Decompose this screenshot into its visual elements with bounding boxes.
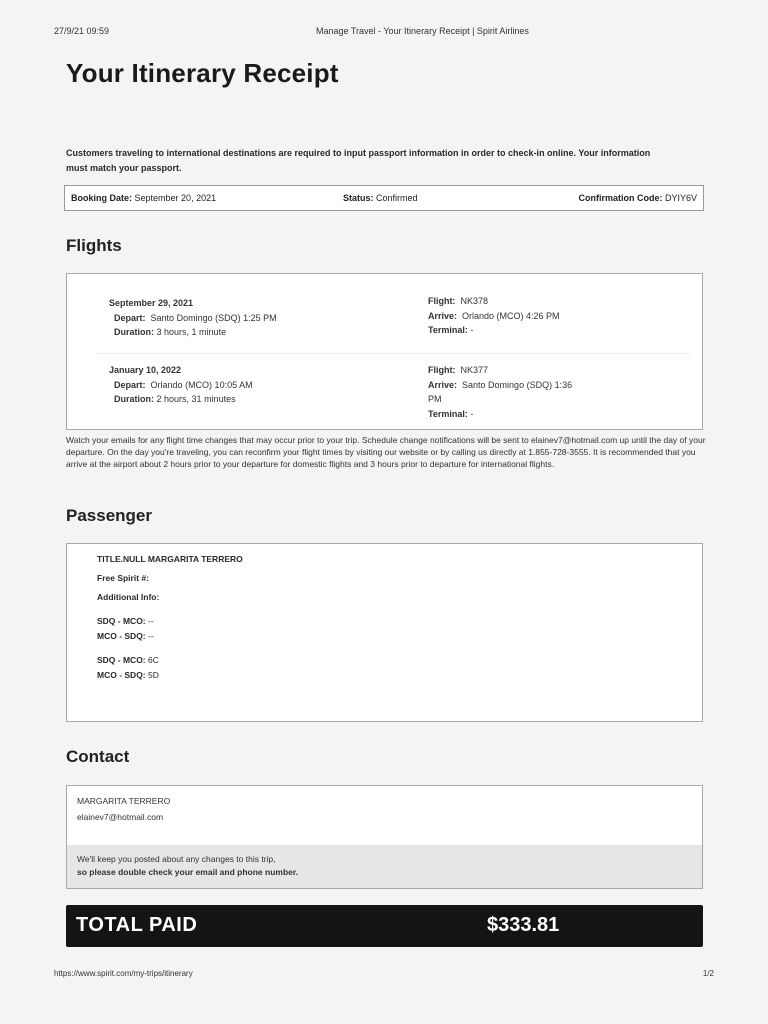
total-paid-amount: $333.81 [487,914,560,936]
print-url: https://www.spirit.com/my-trips/itinerary [54,969,193,978]
booking-status: Status: Confirmed [343,193,418,203]
free-spirit-label: Free Spirit #: [97,573,149,583]
print-timestamp: 27/9/21 09:59 [54,26,110,36]
flight-2-details: January 10, 2022 Depart: Orlando (MCO) 10:05 AM Duration: 2 hours, 31 minutes [109,365,253,404]
contact-notice: We'll keep you posted about any changes to this trip, so please double check your email and phone number. [67,845,702,888]
contact-box [66,785,703,889]
info-row: SDQ - MCO: -- [97,616,154,626]
page-title: Your Itinerary Receipt [66,58,339,88]
flight-1-date: September 29, 2021 [109,298,194,308]
flight-1-depart: Santo Domingo (SDQ) 1:25 PM [150,312,277,323]
flight-2-arrive-cont: PM [428,394,442,404]
print-page-title: Manage Travel - Your Itinerary Receipt | Spirit Airlines [316,26,529,36]
contact-name: MARGARITA TERRERO [77,796,171,806]
flights-box [66,273,703,430]
international-notice: Customers traveling to international destinations are required to input passport information in order to check-in online. Your information must match your passport. [66,148,651,173]
seat-row: SDQ - MCO: 6C [97,655,159,665]
additional-info-label: Additional Info: [97,592,160,602]
info-row: MCO - SDQ: -- [97,631,154,641]
passenger-heading: Passenger [66,506,152,525]
booking-date-value: September 20, 2021 [134,193,217,203]
confirmation-code: Confirmation Code: DYIY6V [578,193,697,203]
flight-2-number: NK377 [460,365,489,375]
flight-2-info: Flight: NK377 Arrive: Santo Domingo (SDQ) 1:36 PM Terminal: - [428,365,573,419]
print-header [54,26,714,38]
passenger-name: TITLE.NULL MARGARITA TERRERO [97,554,243,564]
passenger-box [66,543,703,722]
flight-2-date: January 10, 2022 [109,365,182,375]
flight-1-terminal: - [470,325,474,335]
total-paid-label: TOTAL PAID [76,914,198,936]
flight-2-arrive: Santo Domingo (SDQ) 1:36 [462,379,573,390]
booking-date: Booking Date: September 20, 2021 [71,193,217,203]
flights-heading: Flights [66,236,122,255]
flight-change-notice: Watch your emails for any flight time changes that may occur prior to your trip. Schedule change notifications will be sent to elainev7@hotmail.com up until the day of your departure. On the day you're traveling, you can reconfirm your flight times by visiting our website or by calling us directly at 1.855-728-3555. It is recommended that you arrive at the airport about 2 hours prior to your departure for domestic flights and 3 hours prior to departure for international flights. [66,435,706,469]
confirmation-code-value: DYIY6V [664,193,697,203]
contact-heading: Contact [66,747,130,766]
flight-2-depart: Orlando (MCO) 10:05 AM [150,379,253,390]
flight-2-terminal: - [470,408,474,419]
flight-divider [95,353,690,354]
flight-1-arrive: Orlando (MCO) 4:26 PM [462,310,560,321]
status-value: Confirmed [376,193,418,203]
seat-row: MCO - SDQ: 5D [97,670,159,680]
flight-1-duration: 3 hours, 1 minute [156,327,227,337]
flight-1-info: Flight: NK378 Arrive: Orlando (MCO) 4:26 PM Terminal: - [428,296,560,335]
flight-1-number: NK378 [460,296,489,306]
flight-1-details: September 29, 2021 Depart: Santo Domingo (SDQ) 1:25 PM Duration: 3 hours, 1 minute [109,298,277,337]
contact-email: elainev7@hotmail.com [77,812,164,822]
booking-summary-bar [64,185,704,211]
flight-2-duration: 2 hours, 31 minutes [156,394,236,404]
page-number: 1/2 [702,969,714,978]
print-footer [54,969,714,981]
total-paid-bar [66,905,703,947]
